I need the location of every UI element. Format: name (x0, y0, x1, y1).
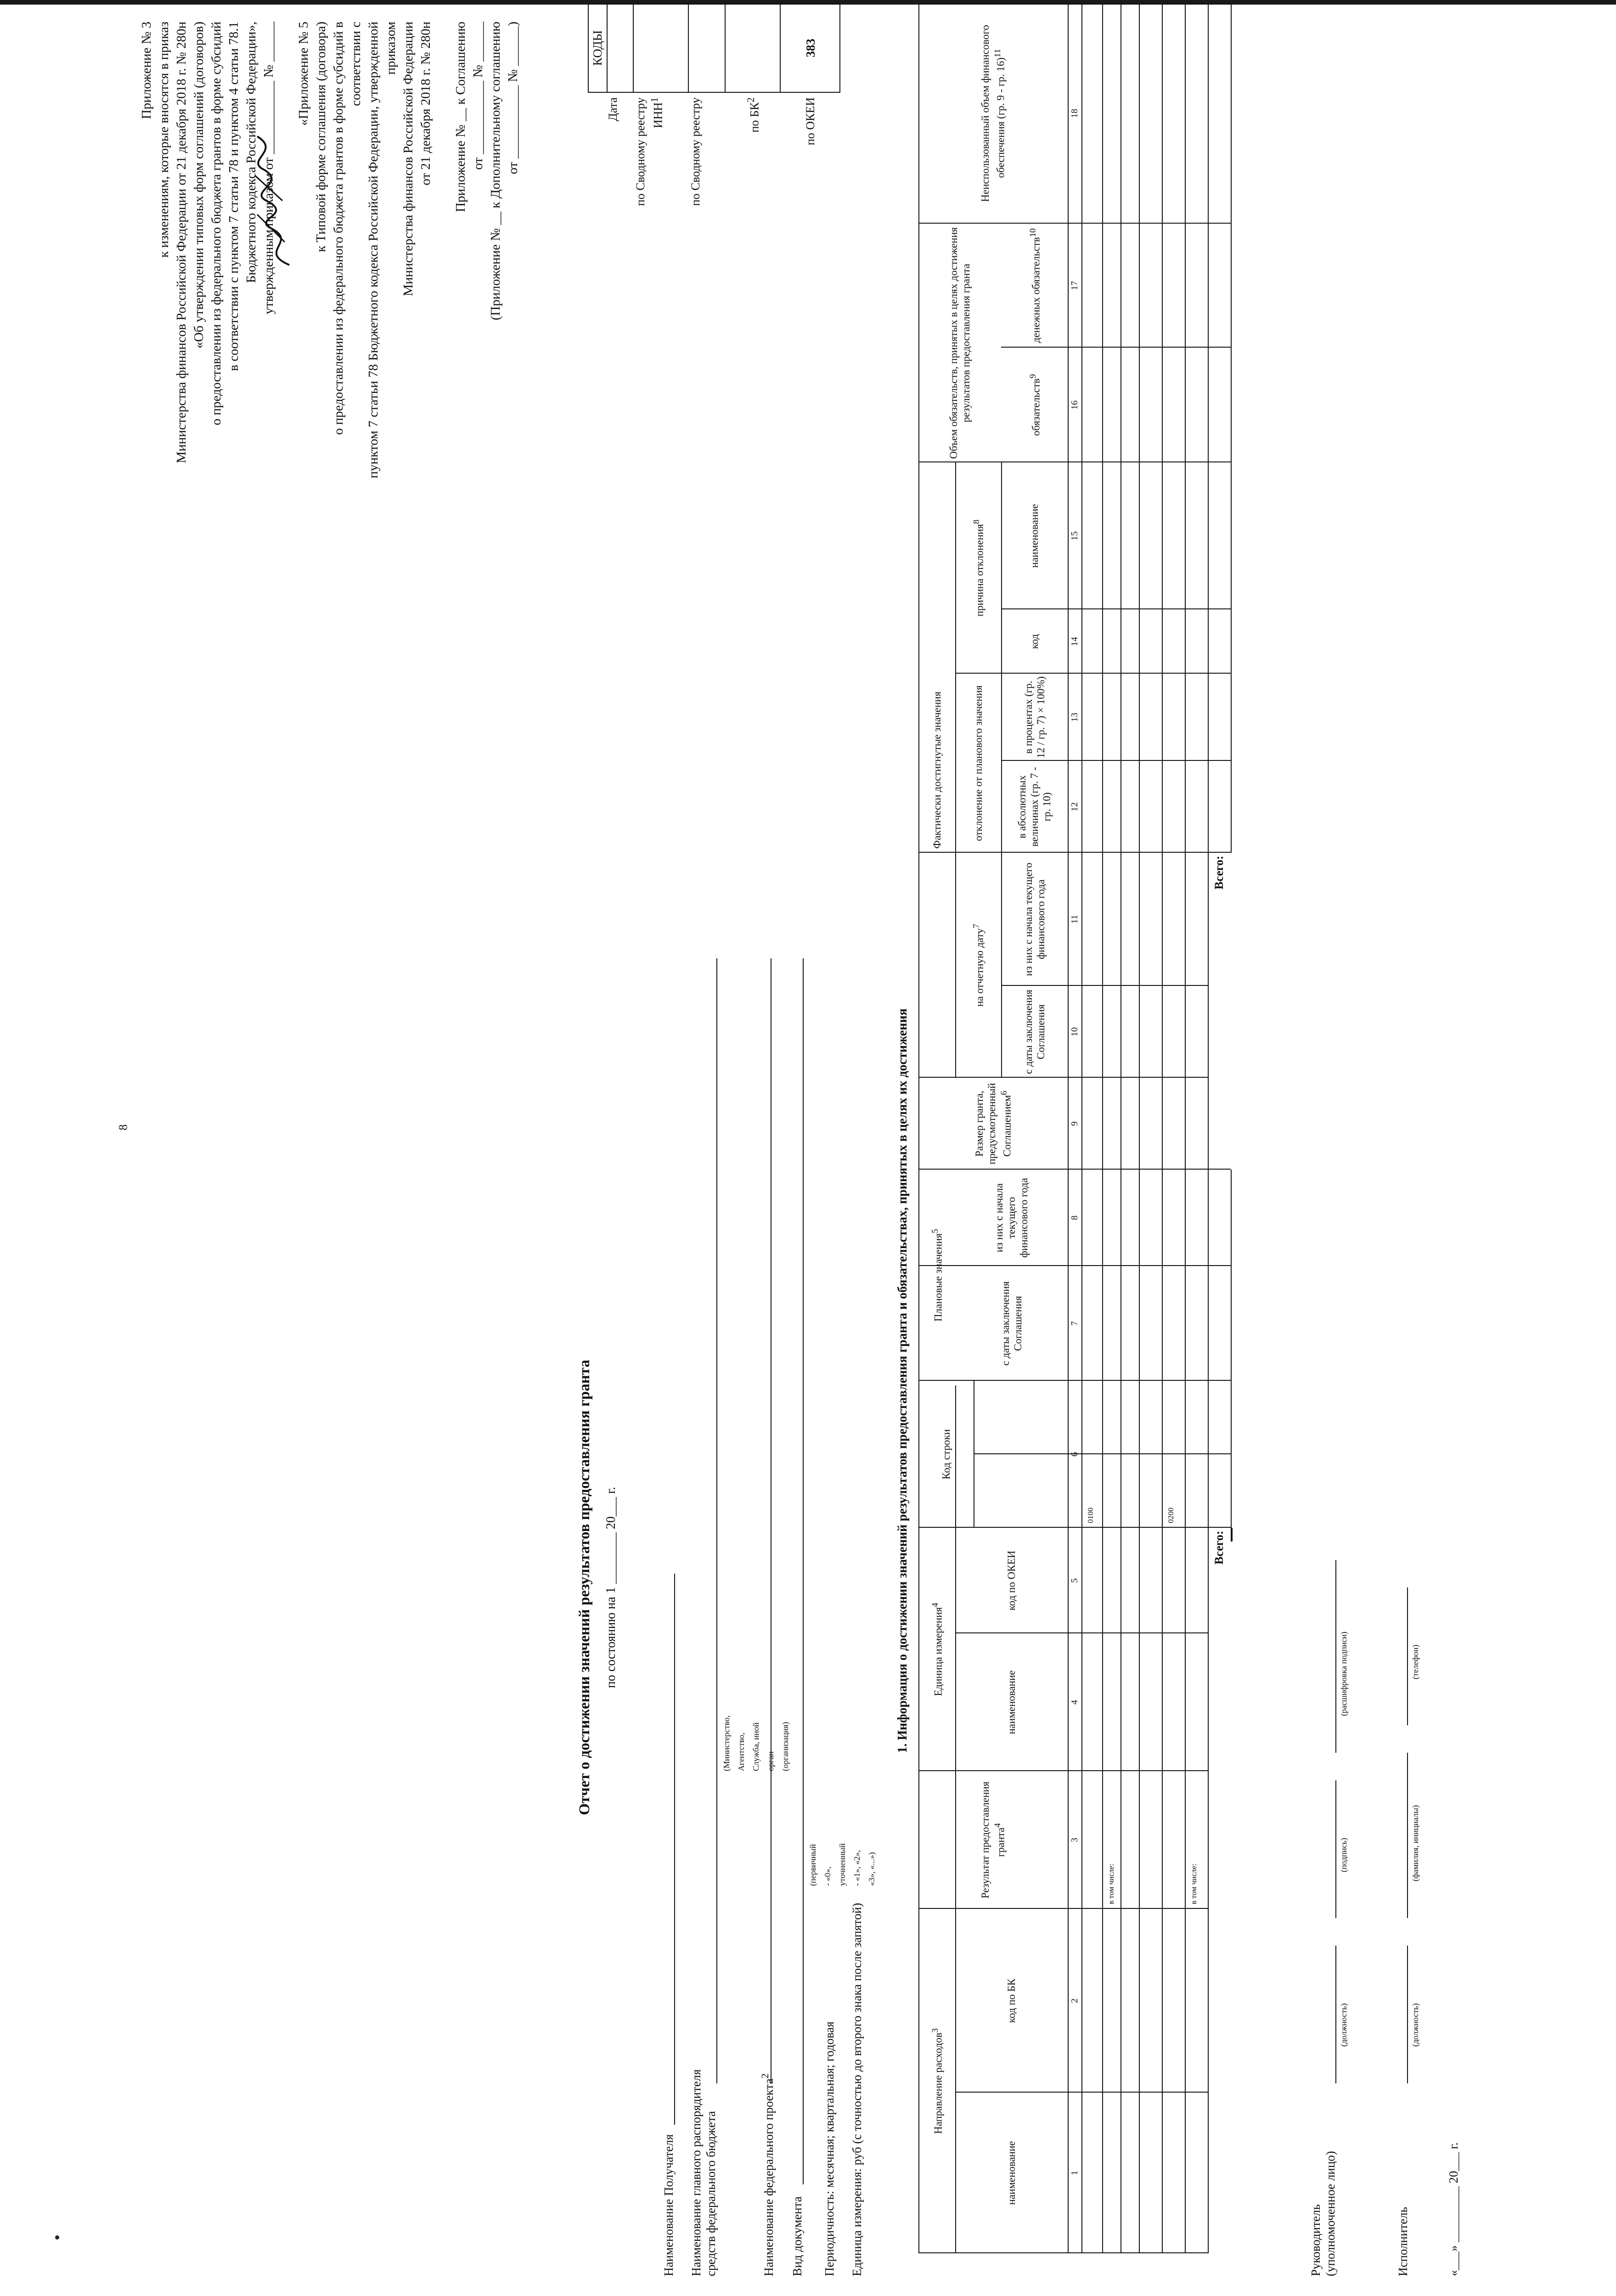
approval-line: о предоставлении из федерального бюджета грантов в форме субсидий в соответствии с (331, 22, 363, 435)
approval-line: к Типовой форме соглашения (договора) (314, 22, 328, 253)
hint-signature: (подпись) (1339, 1838, 1348, 1872)
agreement-line: Приложение № __ к Соглашению (453, 22, 468, 212)
col-header-unused: Неиспользованный объем финансового обеспечения (гр. 9 - гр. 16)$^{11}$ (980, 25, 1007, 202)
approval-line: утвержденным приказом от ___________ № ______ (261, 22, 276, 315)
appendix-3-label: Приложение № 3 (139, 22, 154, 119)
head-label-2: (уполномоченное лицо) (1323, 2151, 1337, 2276)
row-code-0100: 0100 (1086, 1508, 1095, 1523)
col-header-money: денежных обязательств$^{10}$ (1028, 228, 1042, 343)
approval-line: Министерства финансов Российской Федерации (401, 22, 416, 296)
col-header-oblig: обязательств$^9$ (1028, 374, 1042, 436)
code-row-date: Дата (606, 3, 634, 334)
row-code-0200: 0200 (1166, 1508, 1175, 1523)
hint-fio: (фамилия, инициалы) (1411, 1805, 1420, 1881)
col-number: 4 (1069, 1700, 1080, 1705)
agreement-line: от ___________ № ______ (471, 22, 485, 170)
hint-position: (должность) (1339, 2003, 1348, 2047)
col-number: 16 (1069, 400, 1080, 410)
col-number: 2 (1069, 1998, 1080, 2003)
code-row-register-inn: по Сводному реестру ИНН$^1$ (634, 3, 689, 334)
approval-block (138, 22, 522, 481)
col-header-obligations: Объем обязательств, принятых в целях достижения результатов предоставления гранта (948, 227, 972, 459)
col-header-grant-size: Размер гранта, предусмотренный Соглашением$^6$ (973, 1083, 1013, 1165)
date-line: «___» _________ 20___ г. (1447, 2142, 1460, 2276)
agreement-line: (Приложение № __ к Дополнительному соглашению (488, 22, 503, 321)
col-header-planned: Плановые значения$^5$ (930, 1229, 944, 1322)
col-number: 13 (1069, 713, 1080, 722)
code-row-okei: по ОКЕИ 383 (781, 3, 840, 334)
section-1-title: 1. Информация о достижении значений результатов предоставления гранта и обязательствах, принятых в целях их достижения (895, 1008, 910, 1753)
col-number: 9 (1069, 1121, 1080, 1126)
page-number: 8 (116, 1124, 130, 1131)
agreement-line: от ___________ № ______) (506, 22, 520, 174)
col-number: 12 (1069, 802, 1080, 811)
col-header-unit: Единица измерения$^4$ (930, 1603, 944, 1696)
appendix-5-label: «Приложение № 5 (296, 22, 311, 126)
col-header-on-date: на отчетную дату$^7$ (972, 923, 985, 1007)
hint-position-2: (должность) (1411, 2003, 1420, 2047)
col-header-deviation: отклонение от планового значения (972, 685, 984, 841)
code-cell (726, 3, 781, 93)
col-number: 17 (1069, 281, 1080, 290)
code-row-register: по Сводному реестру (689, 3, 726, 334)
col-header-unit-code: код по ОКЕИ (1006, 1550, 1017, 1611)
col-number: 18 (1069, 109, 1080, 118)
col-number: 1 (1069, 2171, 1080, 2175)
code-cell (606, 3, 634, 93)
col-number: 8 (1069, 1216, 1080, 1220)
col-header-unit-name: наименование (1006, 1670, 1017, 1734)
handwritten-signature (239, 132, 308, 270)
col-header-deviation-pct: в процентах (гр. 12 / гр. 7) × 100%) (1022, 676, 1047, 759)
col-number: 3 (1069, 1838, 1080, 1842)
approval-line: в соответствии с пунктом 7 статьи 78 и пунктом 4 статьи 78.1 (226, 22, 241, 371)
col-number: 14 (1069, 637, 1080, 646)
grbs-hint: (Министерство, Агентство, Служба, иной орган (организация) (722, 1715, 790, 1771)
results-table (918, 3, 1244, 2253)
hint-decoding: (расшифровка подписи) (1339, 1632, 1348, 1716)
code-cell (689, 3, 726, 93)
codes-header: КОДЫ (588, 3, 608, 93)
code-row-bk: по $БК^2$ (726, 3, 781, 334)
executor-label: Исполнитель (1396, 2206, 1410, 2276)
incl-label: в том числе: (1107, 1863, 1115, 1904)
approval-line: от 21 декабря 2018 г. № 280н (418, 22, 433, 186)
report-title: Отчет о достижении значений результатов предоставления гранта (576, 1360, 593, 1815)
col-number: 15 (1069, 531, 1080, 540)
report-as-of-date: по состоянию на 1 ________ 20___ г. (604, 1486, 618, 1688)
project-field: Наименование федерального проекта$^2$ (758, 2073, 776, 2276)
col-number: 6 (1069, 1452, 1080, 1457)
approval-line: «Об утверждении типовых форм соглашений (договоров) (191, 22, 206, 349)
col-number: 7 (1069, 1321, 1080, 1326)
code-cell (634, 3, 689, 93)
head-label: Руководитель (1309, 2204, 1323, 2276)
col-header-code-bk: код по БК (1006, 1978, 1017, 2023)
col-number: 11 (1069, 915, 1080, 924)
grbs-field: Наименование главного распорядителя средств федерального бюджета (Министерство, Агентство, Служба, иной орган (организация) (689, 2069, 718, 2276)
periodicity-text: Периодичность: месячная; квартальная; годовая (822, 2021, 836, 2276)
code-cell-okei: 383 (781, 3, 840, 93)
approval-line: Министерства финансов Российской Федерации от 21 декабря 2018 г. № 280н (174, 22, 189, 463)
col-header-result: Результат предоставления гранта$^4$ (980, 1781, 1007, 1899)
signatures-block (1309, 899, 1566, 2276)
col-header-planned-from-year: из них с начала текущего финансового года (993, 1178, 1030, 1258)
incl-label: в том числе: (1189, 1863, 1198, 1904)
col-header-name: наименование (1006, 2141, 1017, 2205)
unit-text: Единица измерения: руб (с точностью до второго знака после запятой) (850, 1902, 864, 2276)
col-number: 5 (1069, 1578, 1080, 1583)
col-header-deviation-abs: в абсолютных величинах (гр. 7 - гр. 10) (1016, 767, 1053, 847)
col-header-actual-from-sign: с даты заключения Соглашения (1022, 990, 1047, 1074)
col-number: 10 (1069, 1027, 1080, 1036)
col-header-reason: причина отклонения$^8$ (972, 519, 985, 617)
hint-phone: (телефон) (1411, 1644, 1420, 1679)
recipient-field: Наименование Получателя (661, 2134, 676, 2276)
approval-line: к изменениям, которые вносятся в приказ (157, 22, 171, 258)
col-header-actual-from-year: из них с начала текущего финансового года (1022, 862, 1047, 976)
approval-line: о предоставлении из федерального бюджета грантов в форме субсидий (209, 22, 224, 426)
col-header-reason-name: наименование (1029, 504, 1040, 568)
total-label-obligations: Всего: (1212, 855, 1226, 889)
approval-line: Бюджетного кодекса Российской Федерации», (244, 22, 259, 283)
col-header-row-code: Код строки (940, 1429, 952, 1480)
col-header-direction: Направление расходов$^3$ (930, 2028, 944, 2134)
doc-type-hint: (первичный - «0», уточненный - «1», «2», «3», «...») (808, 1843, 876, 1886)
col-header-planned-from-sign: с даты заключения Соглашения (999, 1281, 1024, 1366)
doc-type-field: Вид документа (первичный - «0», уточненный - «1», «2», «3», «...») (790, 2196, 805, 2276)
col-header-reason-code: код (1029, 634, 1040, 649)
col-header-actual: Фактически достигнутые значения (931, 691, 943, 849)
approval-line: пунктом 7 статьи 78 Бюджетного кодекса Российской Федерации, утвержденной приказом (366, 22, 398, 478)
total-label-planned: Всего: (1212, 1531, 1226, 1564)
